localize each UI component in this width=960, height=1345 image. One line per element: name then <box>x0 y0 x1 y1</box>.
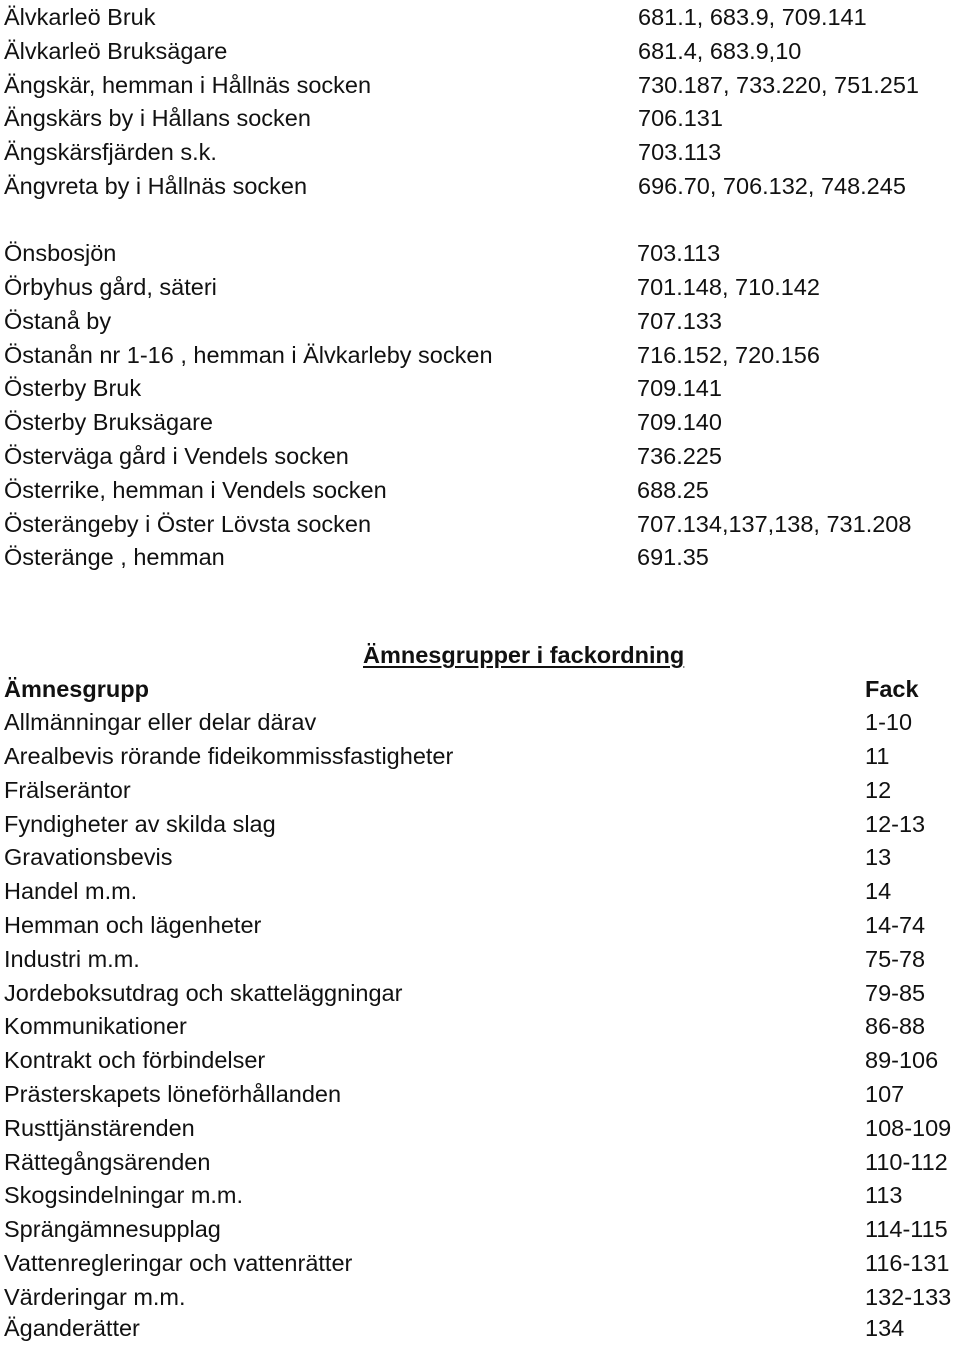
drawer-range: 14 <box>865 878 892 904</box>
drawer-column-header: Fack <box>865 676 919 702</box>
subject-name: Prästerskapets löneförhållanden <box>4 1081 342 1107</box>
subject-row <box>4 908 956 942</box>
place-references: 681.4, 683.9,10 <box>638 38 802 64</box>
drawer-range: 75-78 <box>865 946 926 972</box>
index-row <box>4 371 954 405</box>
drawer-range: 86-88 <box>865 1013 926 1039</box>
subject-name: Hemman och lägenheter <box>4 912 262 938</box>
subject-row <box>4 739 956 773</box>
place-name: Älvkarleö Bruk <box>4 4 156 30</box>
drawer-range: 116-131 <box>865 1250 950 1276</box>
subject-row <box>4 976 956 1010</box>
subject-row <box>4 874 956 908</box>
index-row <box>4 236 954 270</box>
index-row <box>4 270 954 304</box>
drawer-range: 13 <box>865 844 892 870</box>
index-row <box>4 68 954 102</box>
subject-row <box>4 1077 956 1111</box>
drawer-range: 14-74 <box>865 912 926 938</box>
index-row <box>4 405 954 439</box>
subject-name: Fyndigheter av skilda slag <box>4 811 276 837</box>
index-row <box>4 540 954 574</box>
drawer-range: 110-112 <box>865 1149 948 1175</box>
subject-row <box>4 773 956 807</box>
index-row <box>4 101 954 135</box>
subject-name: Kontrakt och förbindelser <box>4 1047 266 1073</box>
subject-row <box>4 1009 956 1043</box>
drawer-range: 113 <box>865 1182 903 1208</box>
place-references: 696.70, 706.132, 748.245 <box>638 173 906 199</box>
subject-row <box>4 807 956 841</box>
place-name: Österänge , hemman <box>4 544 225 570</box>
subject-name: Rättegångsärenden <box>4 1149 211 1175</box>
subject-row <box>4 705 956 739</box>
place-name: Ängskärsfjärden s.k. <box>4 139 217 165</box>
place-name: Ängskärs by i Hållans socken <box>4 105 311 131</box>
subject-name: Gravationsbevis <box>4 844 173 870</box>
place-name: Österby Bruk <box>4 375 142 401</box>
place-references: 707.133 <box>637 308 722 334</box>
subject-row <box>4 840 956 874</box>
subject-row <box>4 1246 956 1280</box>
place-name: Östanån nr 1-16 , hemman i Älvkarleby socken <box>4 342 493 368</box>
subject-row <box>4 1178 956 1212</box>
subject-row <box>4 1145 956 1179</box>
subject-name: Arealbevis rörande fideikommissfastigheter <box>4 743 454 769</box>
place-references: 716.152, 720.156 <box>637 342 820 368</box>
subject-name: Frälseräntor <box>4 777 131 803</box>
place-name: Örbyhus gård, säteri <box>4 274 217 300</box>
place-name: Ängvreta by i Hållnäs socken <box>4 173 308 199</box>
place-references: 707.134,137,138, 731.208 <box>637 511 912 537</box>
drawer-range: 89-106 <box>865 1047 939 1073</box>
subject-row <box>4 1280 956 1314</box>
index-row <box>4 34 954 68</box>
index-row <box>4 473 954 507</box>
index-row <box>4 338 954 372</box>
place-references: 709.141 <box>637 375 722 401</box>
place-references: 681.1, 683.9, 709.141 <box>638 4 867 30</box>
drawer-range: 12-13 <box>865 811 926 837</box>
drawer-range: 11 <box>865 743 890 769</box>
subject-name: Handel m.m. <box>4 878 138 904</box>
place-references: 703.113 <box>638 139 722 165</box>
drawer-range: 132-133 <box>865 1284 952 1310</box>
drawer-range: 107 <box>865 1081 905 1107</box>
place-references: 701.148, 710.142 <box>637 274 820 300</box>
subject-name: Värderingar m.m. <box>4 1284 186 1310</box>
subject-row <box>4 942 956 976</box>
index-row <box>4 304 954 338</box>
subject-name: Sprängämnesupplag <box>4 1216 221 1242</box>
drawer-range: 108-109 <box>865 1115 952 1141</box>
section-heading: Ämnesgrupper i fackordning <box>363 642 685 668</box>
subject-name: Jordeboksutdrag och skatteläggningar <box>4 980 403 1006</box>
place-references: 736.225 <box>637 443 722 469</box>
place-name: Ängskär, hemman i Hållnäs socken <box>4 72 372 98</box>
place-references: 703.113 <box>637 240 721 266</box>
place-name: Österrike, hemman i Vendels socken <box>4 477 387 503</box>
subject-row <box>4 1311 956 1345</box>
place-name: Österby Bruksägare <box>4 409 213 435</box>
index-row <box>4 0 954 34</box>
place-references: 709.140 <box>637 409 722 435</box>
index-row <box>4 169 954 203</box>
drawer-range: 134 <box>865 1315 905 1341</box>
subject-name: Kommunikationer <box>4 1013 187 1039</box>
place-references: 706.131 <box>638 105 723 131</box>
place-references: 730.187, 733.220, 751.251 <box>638 72 919 98</box>
subject-column-header: Ämnesgrupp <box>4 676 149 702</box>
subject-name: Industri m.m. <box>4 946 140 972</box>
subject-row <box>4 1212 956 1246</box>
subject-name: Skogsindelningar m.m. <box>4 1182 244 1208</box>
subject-name: Allmänningar eller delar därav <box>4 709 317 735</box>
place-name: Österängeby i Öster Lövsta socken <box>4 511 372 537</box>
place-name: Älvkarleö Bruksägare <box>4 38 228 64</box>
place-name: Österväga gård i Vendels socken <box>4 443 349 469</box>
place-references: 688.25 <box>637 477 709 503</box>
subject-name: Rusttjänstärenden <box>4 1115 195 1141</box>
drawer-range: 79-85 <box>865 980 926 1006</box>
subject-row <box>4 1111 956 1145</box>
place-references: 691.35 <box>637 544 709 570</box>
index-row <box>4 135 954 169</box>
drawer-range: 114-115 <box>865 1216 948 1242</box>
subject-name: Äganderätter <box>4 1315 140 1341</box>
place-name: Önsbosjön <box>4 240 117 266</box>
subject-name: Vattenregleringar och vattenrätter <box>4 1250 353 1276</box>
drawer-range: 1-10 <box>865 709 913 735</box>
index-row <box>4 439 954 473</box>
subject-row <box>4 1043 956 1077</box>
index-row <box>4 507 954 541</box>
drawer-range: 12 <box>865 777 892 803</box>
place-name: Östanå by <box>4 308 112 334</box>
